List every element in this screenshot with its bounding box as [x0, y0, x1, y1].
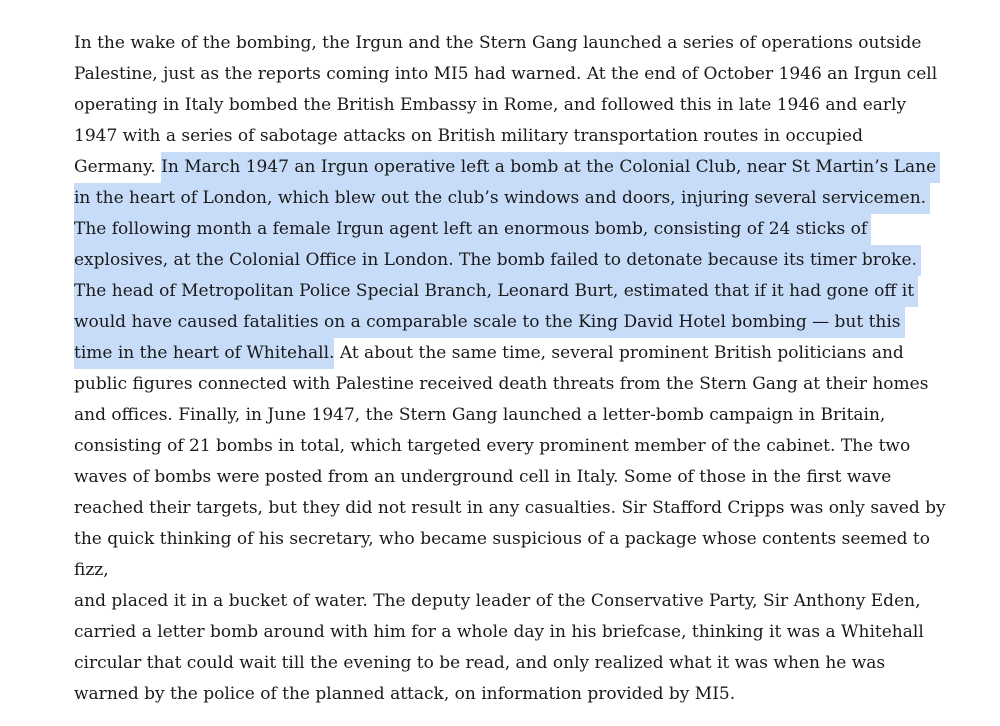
line-text: consisting of 21 bombs in total, which targeted every prominent member of the cabinet. The two: [74, 436, 911, 456]
highlighted-text[interactable]: would have caused fatalities on a comparable scale to the King David Hotel bombing — but this: [74, 307, 905, 338]
text-line: [74, 369, 974, 400]
text-line: [74, 555, 974, 586]
line-text: the quick thinking of his secretary, who became suspicious of a package whose contents seemed to: [74, 529, 930, 549]
text-line: [74, 90, 974, 121]
text-line: [74, 648, 974, 679]
highlighted-text[interactable]: In March 1947 an Irgun operative left a bomb at the Colonial Club, near St Martin’s Lane: [161, 152, 940, 183]
text-line: [74, 431, 974, 462]
line-text: public figures connected with Palestine received death threats from the Stern Gang at their homes: [74, 374, 929, 394]
highlighted-text[interactable]: The head of Metropolitan Police Special Branch, Leonard Burt, estimated that if it had gone off it: [74, 276, 918, 307]
line-text: 1947 with a series of sabotage attacks on British military transportation routes in occupied: [74, 126, 863, 146]
line-text: circular that could wait till the evening to be read, and only realized what it was when he was: [74, 653, 886, 673]
text-line: [74, 338, 974, 369]
highlighted-text[interactable]: in the heart of London, which blew out the club’s windows and doors, injuring several servicemen.: [74, 183, 930, 214]
article-body[interactable]: [74, 28, 974, 710]
line-text: At about the same time, several prominent British politicians and: [334, 343, 904, 363]
text-line: [74, 28, 974, 59]
text-line: [74, 183, 974, 214]
highlighted-text[interactable]: explosives, at the Colonial Office in London. The bomb failed to detonate because its timer broke.: [74, 245, 921, 276]
text-line: [74, 617, 974, 648]
text-line: [74, 679, 974, 710]
text-line: [74, 524, 974, 555]
line-text: and offices. Finally, in June 1947, the Stern Gang launched a letter-bomb campaign in Britain,: [74, 405, 886, 425]
line-text: reached their targets, but they did not result in any casualties. Sir Stafford Cripps was only saved by: [74, 498, 946, 518]
line-text: In the wake of the bombing, the Irgun and the Stern Gang launched a series of operations outside: [74, 33, 922, 53]
line-text: operating in Italy bombed the British Embassy in Rome, and followed this in late 1946 and early: [74, 95, 907, 115]
text-line: [74, 493, 974, 524]
highlighted-text[interactable]: time in the heart of Whitehall.: [74, 338, 334, 369]
text-line: [74, 121, 974, 152]
line-text: and placed it in a bucket of water. The deputy leader of the Conservative Party, Sir Anthony Eden,: [74, 591, 921, 611]
text-line: [74, 276, 974, 307]
text-line: [74, 59, 974, 90]
line-text: fizz,: [74, 560, 109, 580]
text-line: [74, 307, 974, 338]
text-line: [74, 214, 974, 245]
line-text: Palestine, just as the reports coming into MI5 had warned. At the end of October 1946 an Irgun cell: [74, 64, 938, 84]
highlighted-text[interactable]: The following month a female Irgun agent left an enormous bomb, consisting of 24 sticks of: [74, 214, 871, 245]
text-line: [74, 400, 974, 431]
line-text: warned by the police of the planned attack, on information provided by MI5.: [74, 684, 736, 704]
text-line: [74, 245, 974, 276]
text-line: [74, 462, 974, 493]
line-text: waves of bombs were posted from an underground cell in Italy. Some of those in the first wave: [74, 467, 892, 487]
text-line: [74, 586, 974, 617]
line-text: Germany.: [74, 157, 162, 177]
line-text: carried a letter bomb around with him for a whole day in his briefcase, thinking it was a Whitehall: [74, 622, 924, 642]
text-line: [74, 152, 974, 183]
